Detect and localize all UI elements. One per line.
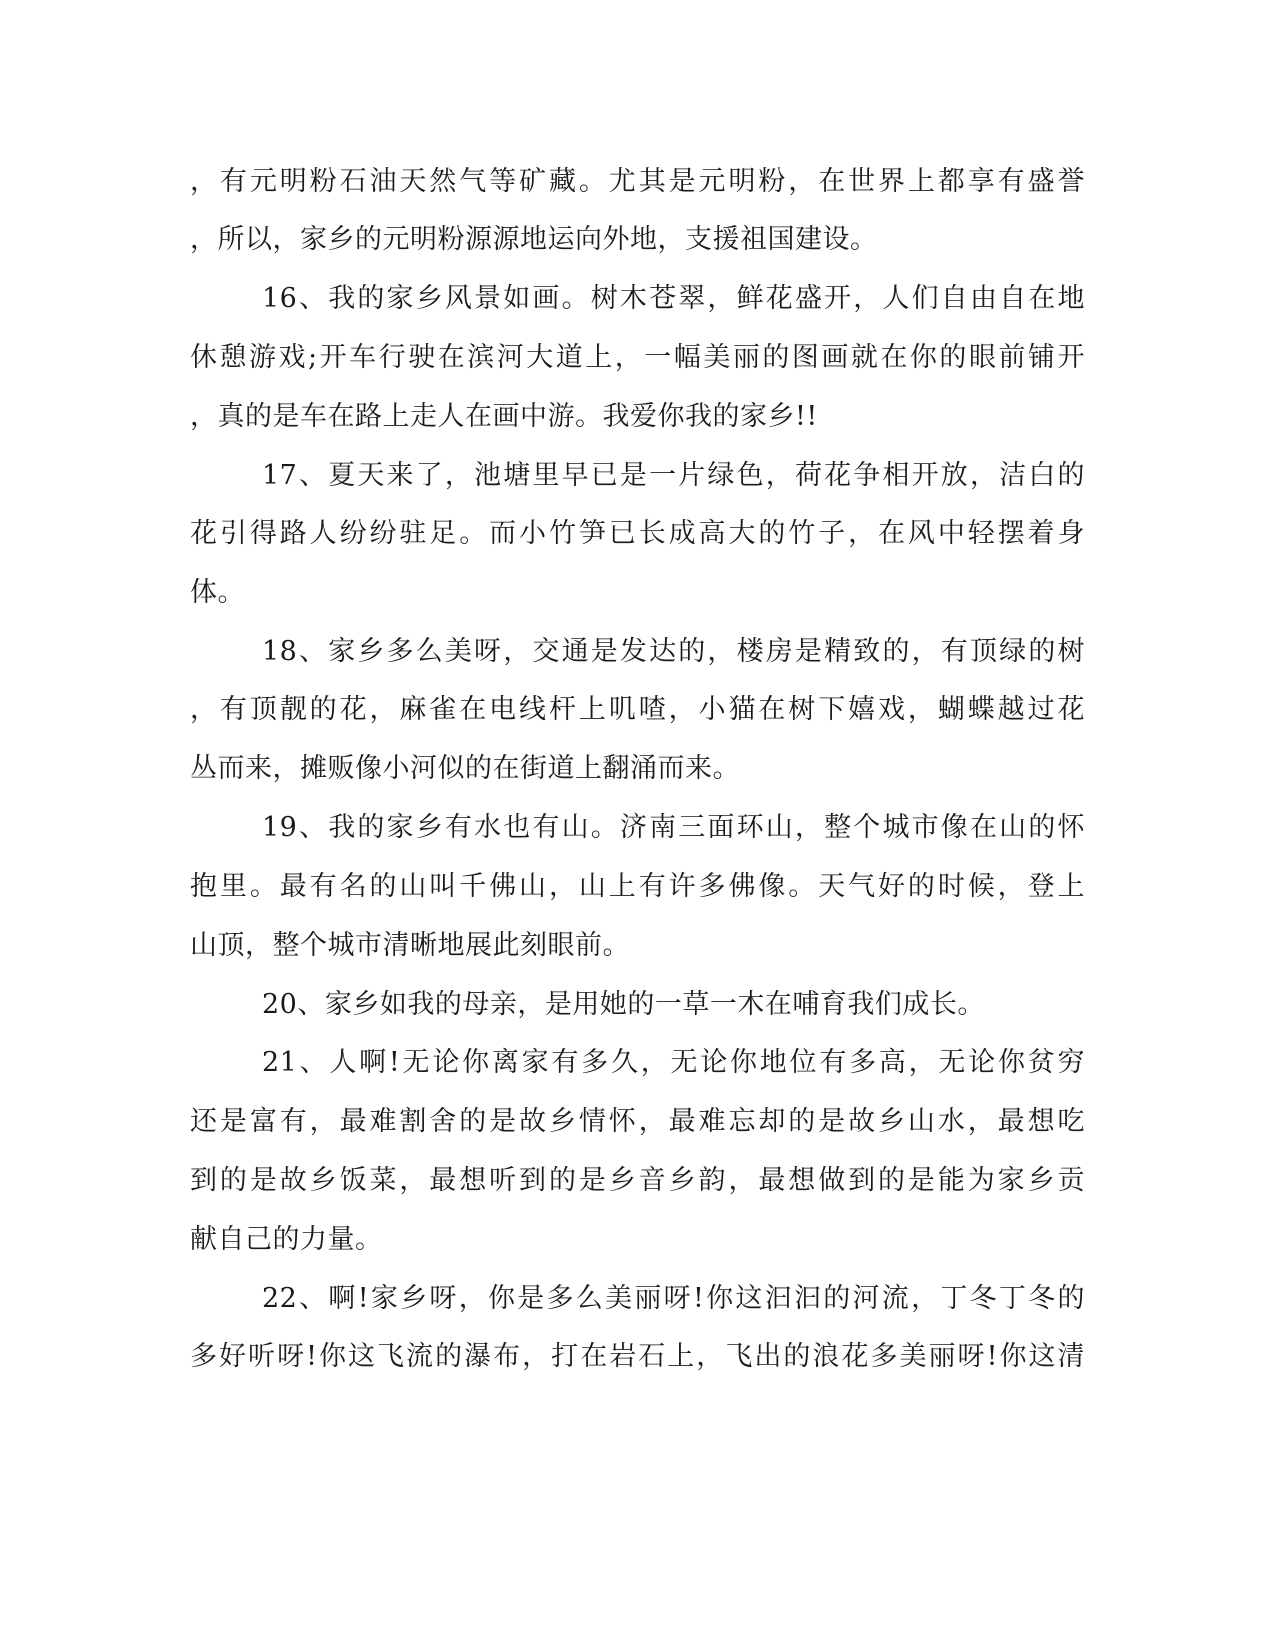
paragraph-first-line: 17、夏天来了，池塘里早已是一片绿色，荷花争相开放，洁白的 xyxy=(262,460,1085,491)
text-line: 体。 xyxy=(190,577,245,608)
text-line: 丛而来，摊贩像小河似的在街道上翻涌而来。 xyxy=(190,753,740,784)
text-line: 还是富有，最难割舍的是故乡情怀，最难忘却的是故乡山水，最想吃 xyxy=(190,1106,1085,1137)
paragraph-first-line: 20、家乡如我的母亲，是用她的一草一木在哺育我们成长。 xyxy=(262,989,985,1020)
text-line: ，有顶靓的花，麻雀在电线杆上叽喳，小猫在树下嬉戏，蝴蝶越过花 xyxy=(190,694,1085,725)
paragraph-first-line: 19、我的家乡有水也有山。济南三面环山，整个城市像在山的怀 xyxy=(262,812,1085,843)
text-line: 花引得路人纷纷驻足。而小竹笋已长成高大的竹子，在风中轻摆着身 xyxy=(190,518,1085,549)
text-line: 抱里。最有名的山叫千佛山，山上有许多佛像。天气好的时候，登上 xyxy=(190,871,1085,902)
paragraph-first-line: 18、家乡多么美呀，交通是发达的，楼房是精致的，有顶绿的树 xyxy=(262,636,1085,667)
text-line: 山顶，整个城市清晰地展此刻眼前。 xyxy=(190,930,630,961)
text-line: 献自己的力量。 xyxy=(190,1224,383,1255)
text-line: ，有元明粉石油天然气等矿藏。尤其是元明粉，在世界上都享有盛誉 xyxy=(190,166,1085,197)
text-line: 多好听呀!你这飞流的瀑布，打在岩石上，飞出的浪花多美丽呀!你这清 xyxy=(190,1341,1085,1372)
paragraph-first-line: 16、我的家乡风景如画。树木苍翠，鲜花盛开，人们自由自在地 xyxy=(262,283,1085,314)
text-line: 休憩游戏;开车行驶在滨河大道上，一幅美丽的图画就在你的眼前铺开 xyxy=(190,342,1085,373)
text-line: ，所以，家乡的元明粉源源地运向外地，支援祖国建设。 xyxy=(190,224,878,255)
text-line: 到的是故乡饭菜，最想听到的是乡音乡韵，最想做到的是能为家乡贡 xyxy=(190,1165,1085,1196)
paragraph-first-line: 21、人啊!无论你离家有多久，无论你地位有多高，无论你贫穷 xyxy=(262,1047,1085,1078)
paragraph-first-line: 22、啊!家乡呀，你是多么美丽呀!你这汩汩的河流，丁冬丁冬的 xyxy=(262,1283,1085,1314)
text-line: ，真的是车在路上走人在画中游。我爱你我的家乡!! xyxy=(190,401,818,432)
